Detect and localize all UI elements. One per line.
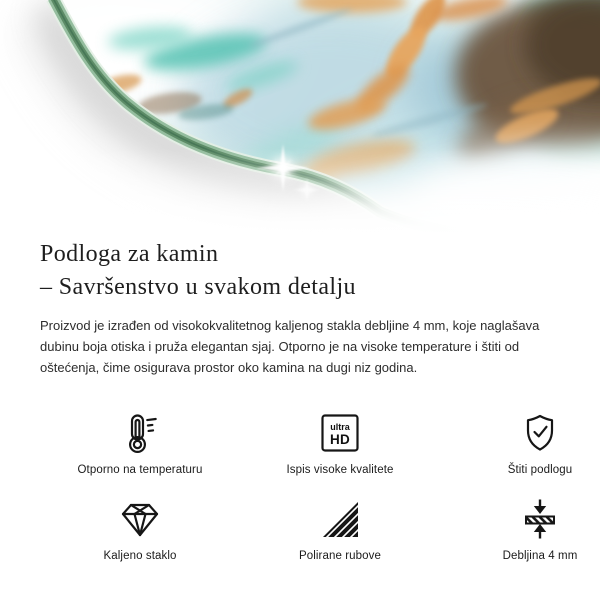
product-description-section [0, 238, 600, 563]
page-title-line-1: Podloga za kamin [40, 241, 219, 267]
feature-label: Ispis visoke kvalitete [286, 464, 394, 476]
product-image [0, 0, 600, 232]
polished-edges-icon [318, 497, 362, 541]
thickness-icon [518, 497, 562, 541]
ultra-hd-icon-text-top: ultra [330, 422, 350, 432]
feature-label: Polirane rubove [298, 550, 382, 562]
feature-label: Otporno na temperaturu [77, 464, 203, 476]
feature-label: Štiti podlogu [507, 464, 573, 476]
ultra-hd-icon-text-bottom: HD [330, 432, 350, 447]
feature-polished-edges [240, 497, 440, 563]
feature-label: Kaljeno staklo [103, 550, 177, 562]
page-title-line-2: – Savršenstvo u svakom detalju [40, 274, 356, 300]
product-paragraph: Proizvod je izrađen od visokokvalitetnog kaljenog stakla debljine 4 mm, koje naglašava dubinu boja otiska i pruža elegantan sjaj. Otporno je na visoke temperature i štiti od oštećenja, čime osigurava prostor oko kamina na dugi niz godina. [40, 318, 540, 375]
diamond-icon [118, 497, 162, 541]
thermometer-icon [118, 411, 162, 455]
feature-temperature [40, 411, 240, 477]
ultra-hd-icon [318, 411, 362, 455]
shield-check-icon [518, 411, 562, 455]
feature-grid [40, 411, 578, 563]
feature-protects [440, 411, 600, 477]
feature-label: Debljina 4 mm [502, 550, 578, 562]
glass-panel-illustration [0, 0, 600, 232]
feature-tempered-glass [40, 497, 240, 563]
feature-thickness [440, 497, 600, 563]
feature-print-quality [240, 411, 440, 477]
page-title [40, 238, 560, 304]
